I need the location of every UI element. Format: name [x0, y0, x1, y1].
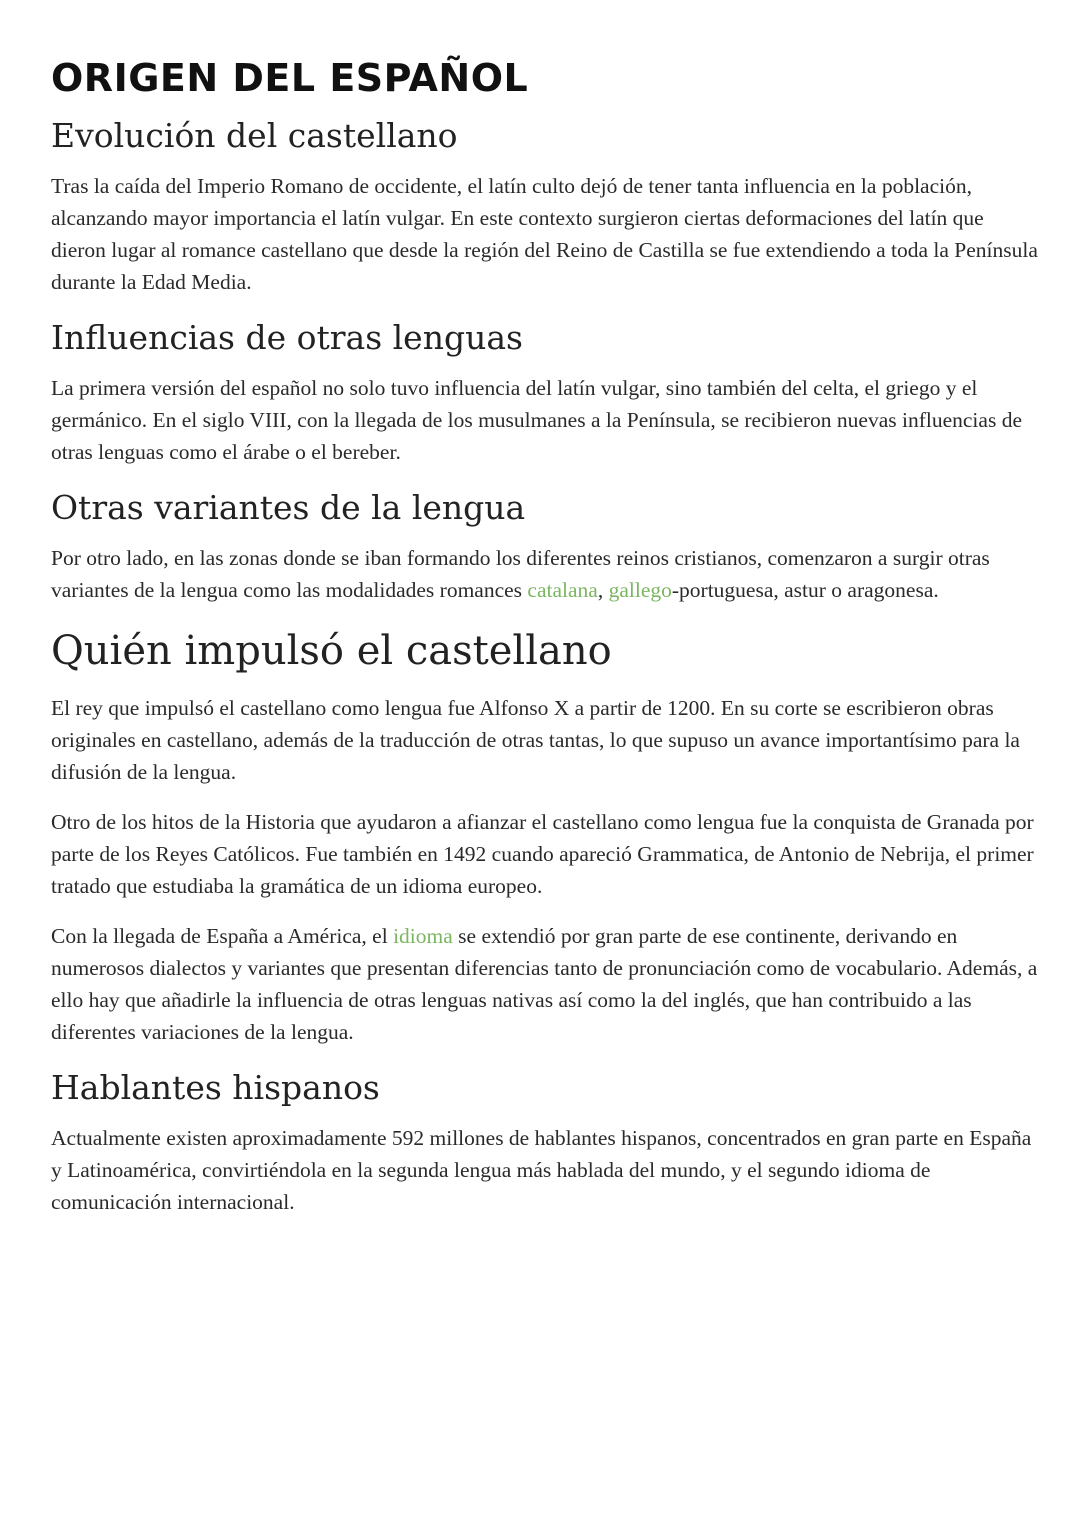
paragraph-text: -portuguesa, astur o aragonesa. — [671, 578, 939, 602]
link-idioma[interactable]: idioma — [393, 924, 453, 948]
paragraph-impulso-2: Otro de los hitos de la Historia que ayudaron a afianzar el castellano como lengua fue la conquista de Granada por parte de los Reyes Católicos. Fue también en 1492 cuando apareció Grammatica, de Antonio de Nebrija, el primer tratado que estudiaba la gramática de un idioma europeo. — [51, 810, 1034, 898]
paragraph-hablantes: Actualmente existen aproximadamente 592 millones de hablantes hispanos, concentrados en gran parte en España y Latinoamérica, convirtiéndola en la segunda lengua más hablada del mundo, y el segundo idioma de comunicación internacional. — [51, 1126, 1032, 1214]
link-gallego[interactable]: gallego — [608, 578, 672, 602]
paragraph-text: Con la llegada de España a América, el — [51, 924, 394, 948]
section-heading-evolucion: Evolución del castellano — [51, 116, 458, 155]
paragraph-evolucion: Tras la caída del Imperio Romano de occidente, el latín culto dejó de tener tanta influencia en la población, alcanzando mayor importancia el latín vulgar. En este contexto surgieron ciertas deformaciones del latín que dieron lugar al romance castellano que desde la región del Reino de Castilla se fue extendiendo a toda la Península durante la Edad Media. — [51, 174, 1038, 294]
section-heading-influencias: Influencias de otras lenguas — [51, 318, 523, 357]
section-evolucion — [51, 114, 1041, 298]
section-heading-impulso: Quién impulsó el castellano — [51, 628, 612, 674]
paragraph-impulso-3 — [51, 920, 1041, 1048]
section-influencias — [51, 316, 1041, 468]
section-heading-hablantes: Hablantes hispanos — [51, 1068, 380, 1107]
section-impulso — [51, 624, 1041, 1048]
document-page — [51, 52, 1041, 1236]
paragraph-influencias: La primera versión del español no solo tuvo influencia del latín vulgar, sino también del celta, el griego y el germánico. En el siglo VIII, con la llegada de los musulmanes a la Península, se recibieron nuevas influencias de otras lenguas como el árabe o el bereber. — [51, 376, 1022, 464]
paragraph-impulso-1: El rey que impulsó el castellano como lengua fue Alfonso X a partir de 1200. En su corte se escribieron obras originales en castellano, además de la traducción de otras tantas, lo que supuso un avance importantísimo para la difusión de la lengua. — [51, 696, 1020, 784]
link-catalana[interactable]: catalana — [527, 578, 598, 602]
page-title: ORIGEN DEL ESPAÑOL — [51, 56, 529, 100]
paragraph-variantes — [51, 542, 1041, 606]
section-heading-variantes: Otras variantes de la lengua — [51, 488, 526, 527]
paragraph-text: , — [597, 578, 609, 602]
section-variantes — [51, 486, 1041, 606]
paragraph-text: Por otro lado, en las zonas donde se iban formando los diferentes reinos cristianos, comenzaron a surgir otras variantes de la lengua como las modalidades romances — [51, 546, 990, 602]
section-hablantes — [51, 1066, 1041, 1218]
paragraph-text: se extendió por gran parte de ese continente, derivando en numerosos dialectos y variantes que presentan diferencias tanto de pronunciación como de vocabulario. Además, a ello hay que añadirle la influencia de otras lenguas nativas así como la del inglés, que han contribuido a las diferentes variaciones de la lengua. — [51, 924, 1038, 1044]
